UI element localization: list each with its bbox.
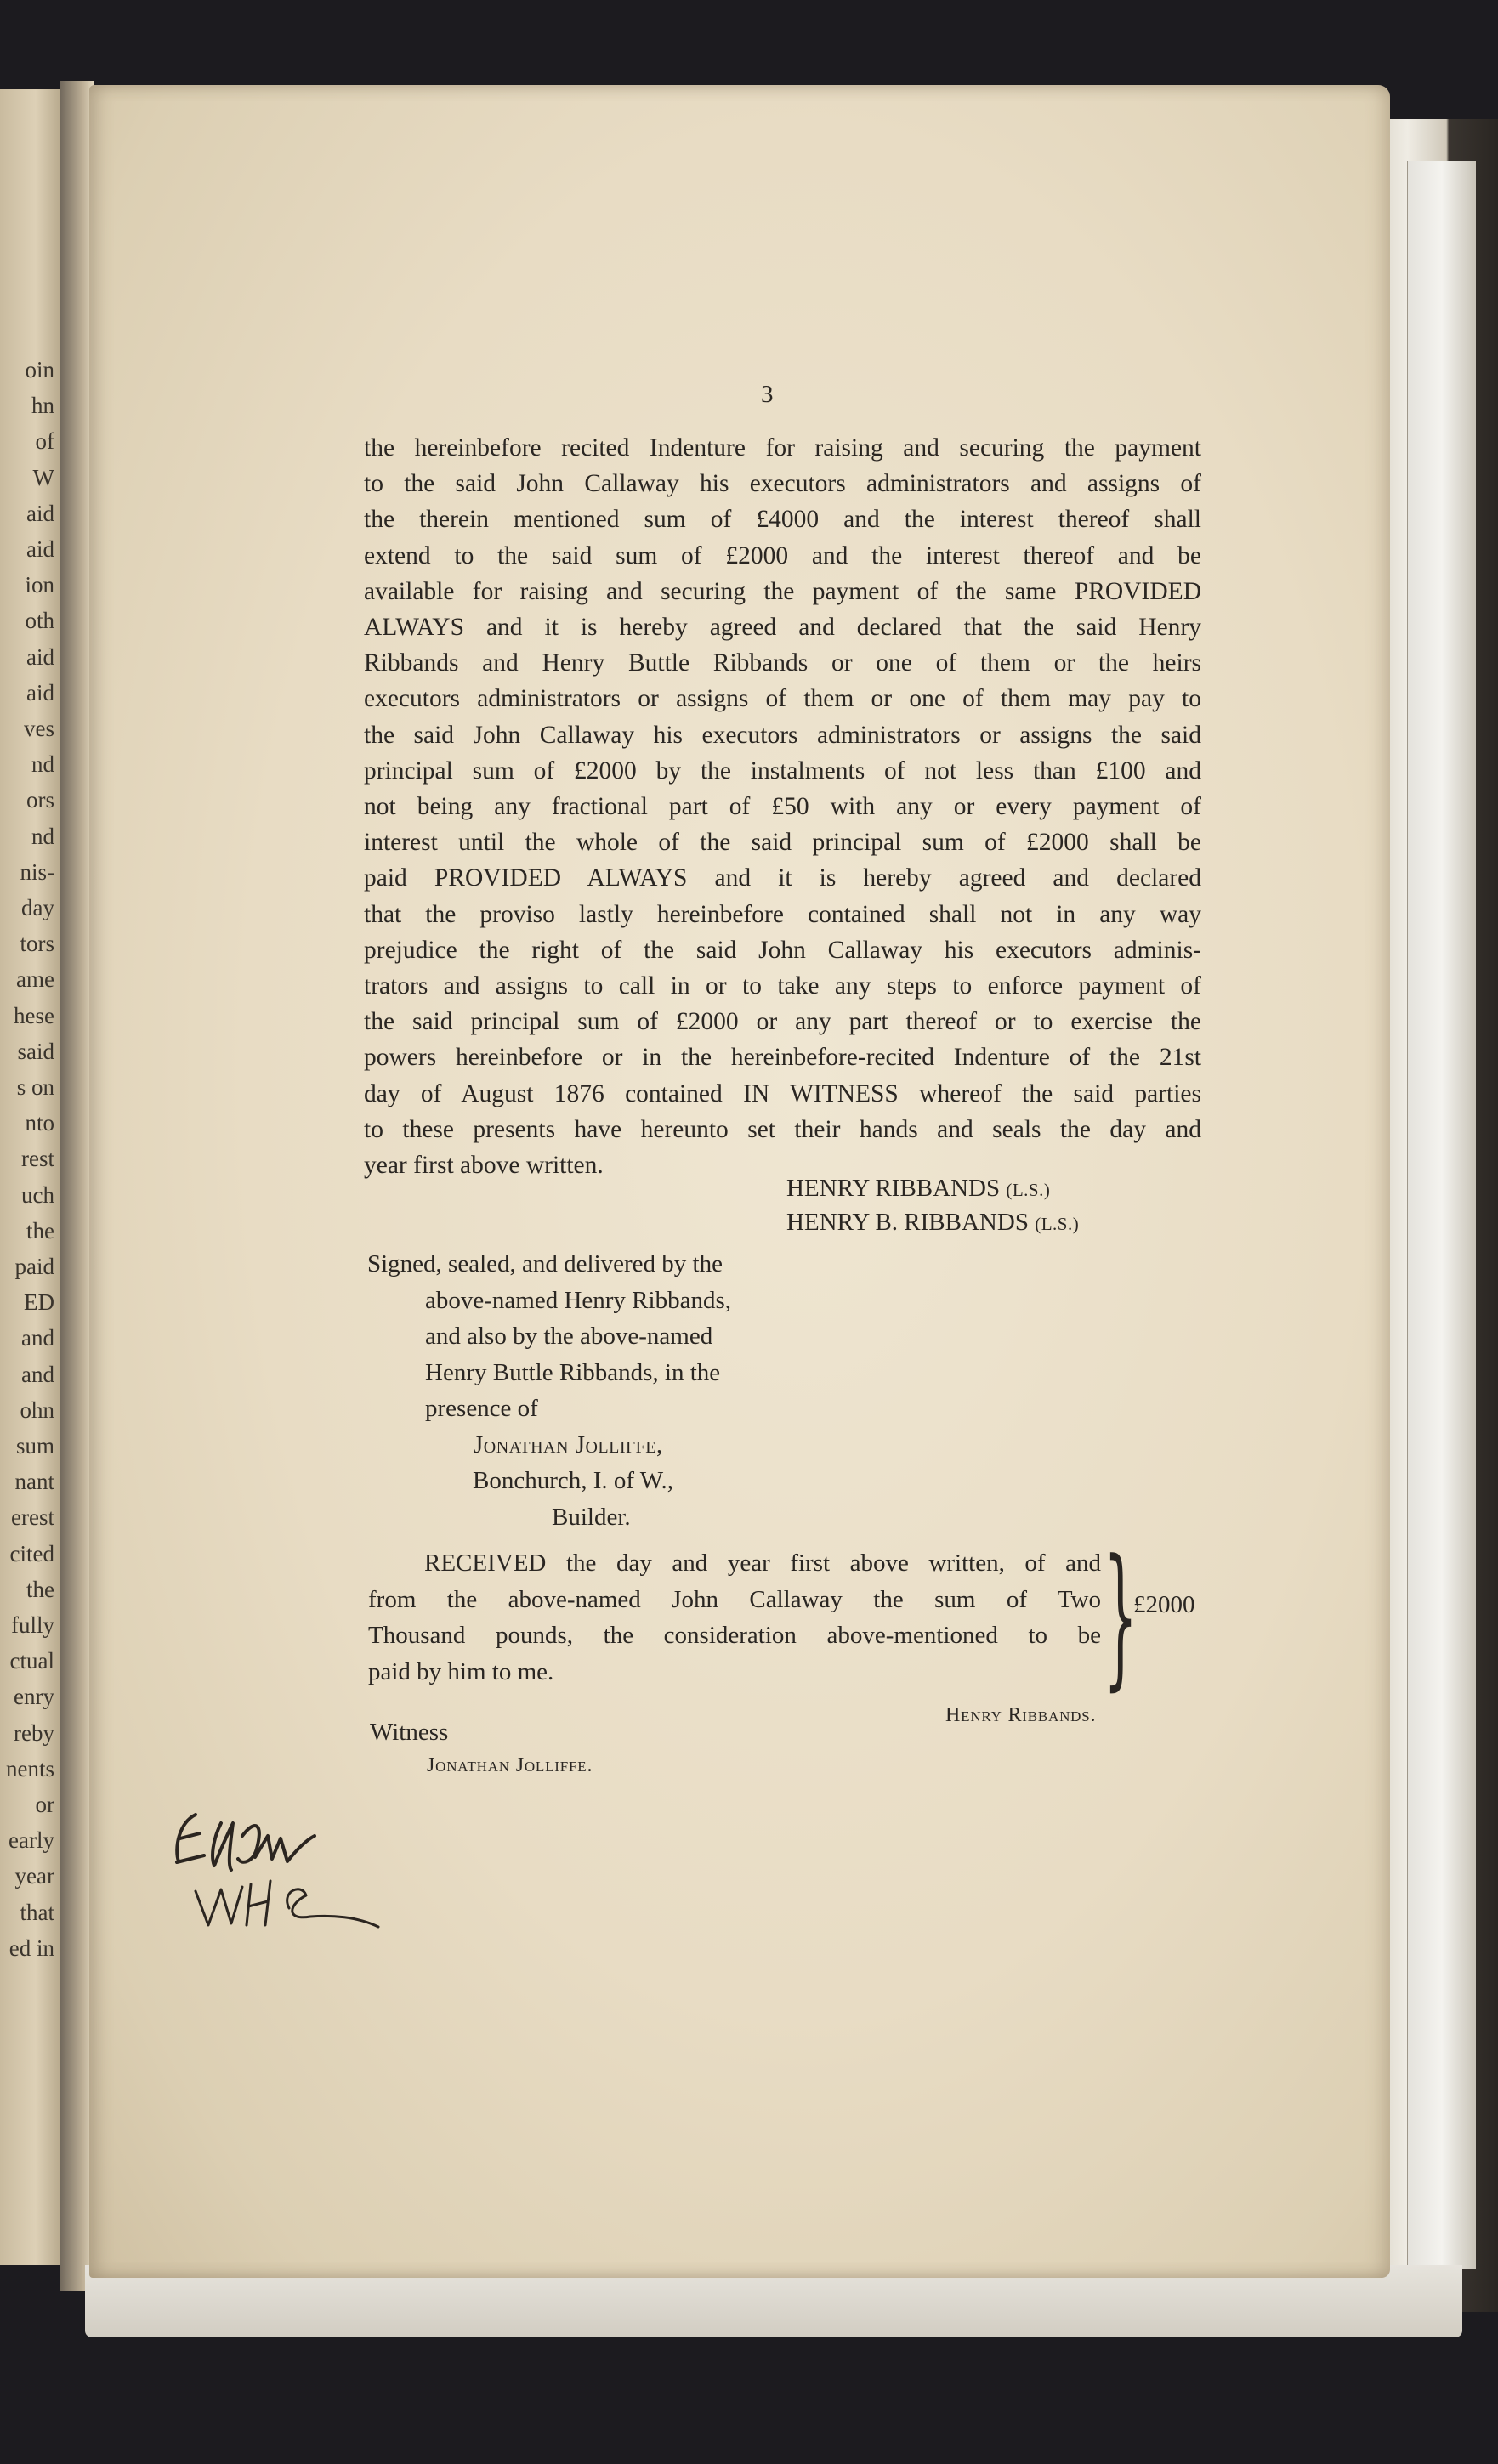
left-page-text-fragment: tors xyxy=(20,931,54,957)
body-line: executors administrators or assigns of them or one of them may pay to xyxy=(364,685,1201,713)
left-page-text-fragment: ctual xyxy=(9,1648,54,1674)
receipt-line: RECEIVED the day and year first above written, of and xyxy=(424,1549,1101,1577)
body-line: trators and assigns to call in or to take any steps to enforce payment of xyxy=(364,972,1201,1000)
left-page-text-fragment: ED xyxy=(24,1289,54,1316)
signatory-name: HENRY RIBBANDS xyxy=(786,1175,1001,1202)
left-page-text-fragment: or xyxy=(35,1792,54,1817)
left-page-text-fragment: nis- xyxy=(20,858,54,885)
left-page-text-fragment: the xyxy=(26,1576,54,1602)
left-page-text-fragment: aid xyxy=(26,643,54,670)
left-page-text-fragment: aid xyxy=(26,536,54,562)
witness-place: Bonchurch, I. of W., xyxy=(473,1467,673,1494)
body-line: available for raising and securing the payment of the same PROVIDED xyxy=(364,577,1201,605)
attestation-line: Signed, sealed, and delivered by the xyxy=(367,1250,723,1277)
left-page-text-fragment: s on xyxy=(16,1074,54,1100)
left-page-text-fragment: ame xyxy=(16,966,54,993)
left-page-text-fragment: hn xyxy=(31,393,54,419)
left-page-text-fragment: reby xyxy=(14,1719,54,1746)
left-page-text-fragment: nd xyxy=(31,823,54,849)
body-line: that the proviso lastly hereinbefore contained shall not in any way xyxy=(364,900,1201,928)
left-page-text-fragment: and xyxy=(21,1325,54,1351)
left-page-text-fragment: erest xyxy=(11,1504,54,1531)
body-line: the therein mentioned sum of £4000 and the interest thereof shall xyxy=(364,506,1201,534)
body-line: paid PROVIDED ALWAYS and it is hereby agreed and declared xyxy=(364,864,1201,892)
left-page-text-fragment: that xyxy=(20,1899,54,1925)
left-page-text-fragment: nd xyxy=(31,751,54,778)
witness-occupation: Builder. xyxy=(552,1503,631,1531)
left-page-text-fragment: the xyxy=(26,1217,54,1243)
attestation-line: and also by the above-named xyxy=(425,1323,713,1350)
body-line: the said John Callaway his executors administrators or assigns the said xyxy=(364,721,1201,749)
left-page-text-fragment: ors xyxy=(26,787,54,813)
receipt-signatory: Henry Ribbands. xyxy=(945,1704,1097,1726)
left-page-text-fragment: cited xyxy=(9,1540,54,1566)
left-page-text-fragment: aid xyxy=(26,500,54,526)
attestation-line: presence of xyxy=(425,1395,538,1422)
body-line: principal sum of £2000 by the instalments of not less than £100 and xyxy=(364,756,1201,785)
receipt-line: Thousand pounds, the consideration above-mentioned to be xyxy=(368,1622,1101,1649)
left-page-text-fragment: hese xyxy=(14,1002,54,1028)
left-page-text-fragment: ves xyxy=(24,716,54,741)
left-page-text-fragment: and xyxy=(21,1361,54,1387)
left-page-text-fragment: of xyxy=(35,428,54,455)
receipt-clause xyxy=(368,1545,1101,1690)
left-page-text-fragment: aid xyxy=(26,679,54,705)
left-page-text-fragment: rest xyxy=(21,1146,54,1172)
handwritten-annotation-mark xyxy=(162,1789,391,1951)
witness-label: Witness xyxy=(370,1719,449,1746)
left-page-text-fragment: nents xyxy=(6,1755,54,1781)
body-line: powers hereinbefore or in the hereinbefore-recited Indenture of the 21st xyxy=(364,1044,1201,1072)
left-page-text-fragment: nant xyxy=(14,1469,54,1495)
left-page-text-fragment: enry xyxy=(14,1684,54,1710)
receipt-line: paid by him to me. xyxy=(368,1657,554,1685)
seal-mark: (L.S.) xyxy=(1006,1180,1051,1200)
witness-name: Jonathan Jolliffe, xyxy=(474,1430,663,1459)
left-page-text-fragment: year xyxy=(14,1863,54,1889)
left-page-text-fragment: ohn xyxy=(20,1396,54,1423)
page-number: 3 xyxy=(761,381,774,408)
signature-henry-b-ribbands xyxy=(786,1209,1079,1237)
body-line: not being any fractional part of £50 with any or every payment of xyxy=(364,793,1201,821)
body-line: to these presents have hereunto set their hands and seals the day and xyxy=(364,1115,1201,1143)
body-line: Ribbands and Henry Buttle Ribbands or one of them or the heirs xyxy=(364,649,1201,677)
left-page-text-fragment: early xyxy=(9,1827,54,1854)
left-page-text-fragment: nto xyxy=(25,1110,54,1136)
left-page-text-fragment: day xyxy=(21,895,54,920)
body-line: the hereinbefore recited Indenture for raising and securing the payment xyxy=(364,434,1201,462)
attestation-line: Henry Buttle Ribbands, in the xyxy=(425,1358,721,1386)
receipt-line: from the above-named John Callaway the sum of Two xyxy=(368,1585,1101,1613)
left-page-text-fragment: ed in xyxy=(9,1934,54,1961)
signatory-name: HENRY B. RIBBANDS xyxy=(786,1209,1029,1236)
left-page-text-fragment: oin xyxy=(25,357,54,382)
left-page-text-fragment: oth xyxy=(25,608,54,634)
body-line: year first above written. xyxy=(364,1152,604,1180)
body-line: extend to the said sum of £2000 and the interest thereof and be xyxy=(364,541,1201,569)
curly-brace: } xyxy=(1104,1527,1138,1705)
body-line: interest until the whole of the said principal sum of £2000 shall be xyxy=(364,829,1201,857)
body-line: the said principal sum of £2000 or any part thereof or to exercise the xyxy=(364,1008,1201,1036)
attestation-clause xyxy=(367,1246,731,1535)
page-stack-inner xyxy=(1407,161,1476,2269)
book-gutter xyxy=(60,81,94,2291)
seal-mark: (L.S.) xyxy=(1035,1214,1080,1234)
attestation-line: above-named Henry Ribbands, xyxy=(425,1286,731,1314)
body-line: ALWAYS and it is hereby agreed and declared that the said Henry xyxy=(364,614,1201,642)
left-page-text-fragment: uch xyxy=(21,1181,54,1208)
body-line: to the said John Callaway his executors administrators and assigns of xyxy=(364,470,1201,498)
left-page-text-fragment: W xyxy=(32,464,54,490)
left-page-text-fragment: sum xyxy=(15,1433,54,1459)
left-page-text-fragment: paid xyxy=(14,1254,54,1279)
left-page-text-fragment: ion xyxy=(25,572,54,598)
left-page-text-fragment: said xyxy=(17,1038,54,1064)
receipt-amount: £2000 xyxy=(1133,1591,1195,1618)
deed-body-text xyxy=(364,430,1201,1183)
body-line: prejudice the right of the said John Callaway his executors adminis- xyxy=(364,936,1201,964)
signature-henry-ribbands xyxy=(786,1175,1050,1203)
body-line: day of August 1876 contained IN WITNESS whereof the said parties xyxy=(364,1079,1201,1107)
left-facing-page xyxy=(0,89,61,2265)
receipt-witness-name: Jonathan Jolliffe. xyxy=(427,1754,593,1776)
left-page-text-fragment: fully xyxy=(11,1612,54,1638)
